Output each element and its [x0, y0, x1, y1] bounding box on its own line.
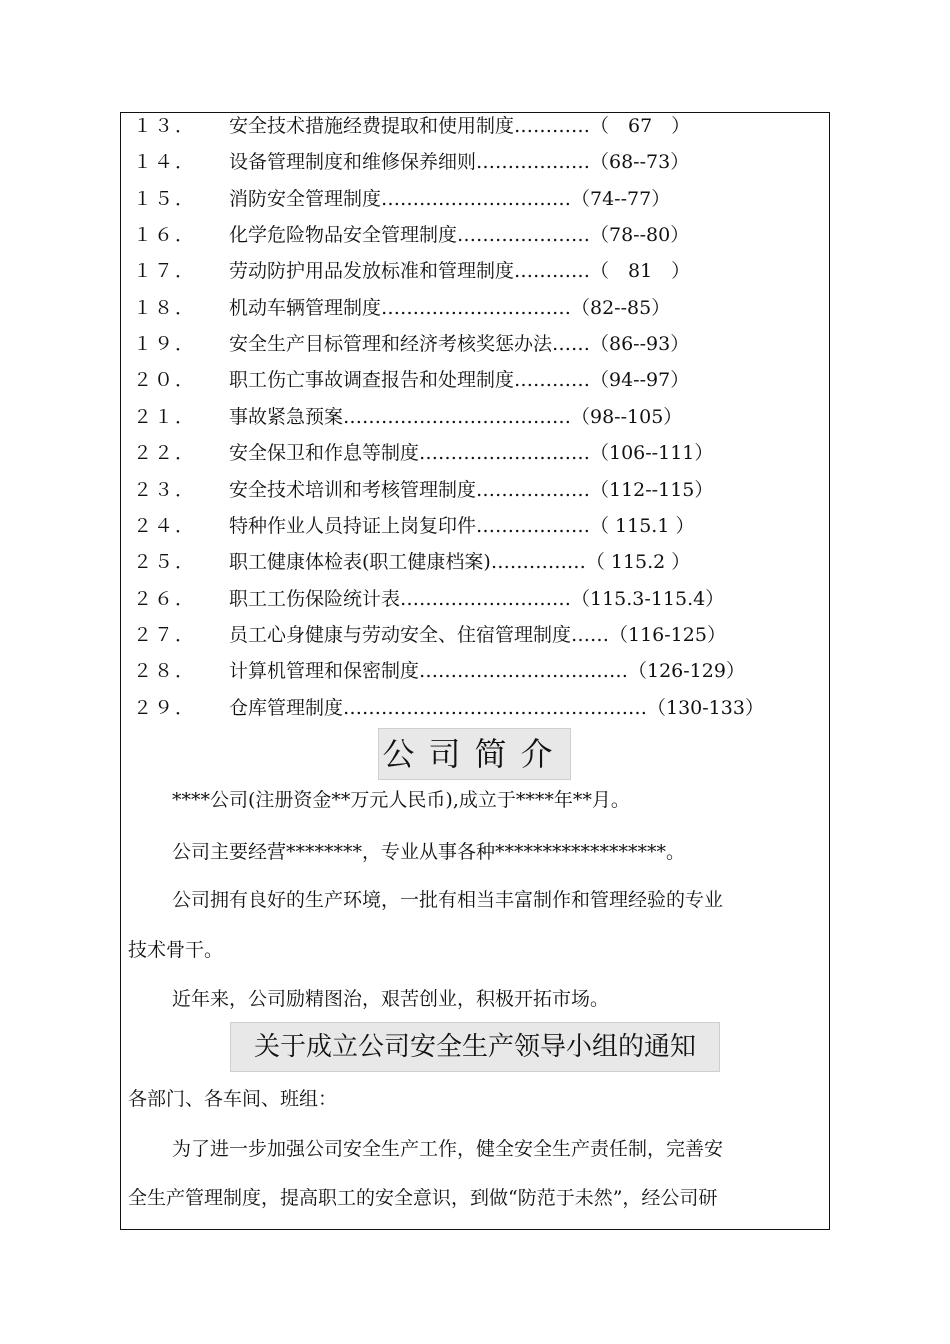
toc-entry-number: ２９．: [133, 697, 197, 719]
toc-entry-title: 仓库管理制度…………………………………………（130-133）: [229, 697, 764, 719]
toc-entry-title: 安全技术措施经费提取和使用制度…………（ 67 ）: [229, 115, 691, 137]
toc-entry-title: 安全生产目标管理和经济考核奖惩办法……（86--93）: [229, 333, 690, 355]
toc-entry-number: １６．: [133, 224, 197, 246]
notice-salutation: 各部门、各车间、班组：: [128, 1088, 338, 1110]
toc-entry-title: 职工健康体检表(职工健康档案)……………（ 115.2 ）: [229, 551, 691, 573]
toc-entry-title: 劳动防护用品发放标准和管理制度…………（ 81 ）: [229, 260, 691, 282]
toc-entry-title: 事故紧急预案………………………………（98--105）: [229, 406, 683, 428]
notice-paragraph-line-2: 全生产管理制度，提高职工的安全意识，到做“防范于未然”，经公司研: [128, 1187, 718, 1209]
toc-entry-number: １４．: [133, 151, 197, 173]
company-intro-paragraph-2: 公司主要经营********，专业从事各种******************。: [172, 841, 686, 863]
toc-entry-title: 安全技术培训和考核管理制度………………（112--115）: [229, 479, 714, 501]
toc-entry-number: ２８．: [133, 660, 197, 682]
toc-entry-number: ２２．: [133, 442, 197, 464]
toc-entry-number: ２６．: [133, 588, 197, 610]
company-intro-paragraph-4: 近年来，公司励精图治，艰苦创业，积极开拓市场。: [172, 988, 610, 1010]
toc-entry-title: 员工心身健康与劳动安全、住宿管理制度……（116-125）: [229, 624, 726, 646]
toc-entry-number: １５．: [133, 188, 197, 210]
toc-entry-title: 特种作业人员持证上岗复印件………………（ 115.1 ）: [229, 515, 695, 537]
toc-entry-title: 化学危险物品安全管理制度…………………（78--80）: [229, 224, 690, 246]
toc-entry-title: 机动车辆管理制度…………………………（82--85）: [229, 297, 671, 319]
company-intro-paragraph-3-line-1: 公司拥有良好的生产环境，一批有相当丰富制作和管理经验的专业: [172, 889, 724, 911]
toc-entry-number: １９．: [133, 333, 197, 355]
toc-entry-title: 职工工伤保险统计表………………………（115.3-115.4）: [229, 588, 725, 610]
toc-entry-title: 设备管理制度和维修保养细则………………（68--73）: [229, 151, 690, 173]
toc-entry-number: １７．: [133, 260, 197, 282]
company-intro-heading: 公司简介: [378, 728, 571, 780]
toc-entry-number: １３．: [133, 115, 197, 137]
toc-entry-number: ２３．: [133, 479, 197, 501]
toc-entry-title: 计算机管理和保密制度……………………………（126-129）: [229, 660, 745, 682]
company-intro-paragraph-3-line-2: 技术骨干。: [128, 939, 224, 961]
toc-entry-title: 消防安全管理制度…………………………（74--77）: [229, 188, 671, 210]
toc-entry-number: ２０．: [133, 369, 197, 391]
toc-entry-number: ２４．: [133, 515, 197, 537]
toc-entry-number: ２１．: [133, 406, 197, 428]
toc-entry-title: 职工伤亡事故调查报告和处理制度…………（94--97）: [229, 369, 690, 391]
notice-heading: 关于成立公司安全生产领导小组的通知: [230, 1022, 720, 1072]
toc-entry-title: 安全保卫和作息等制度………………………（106--111）: [229, 442, 714, 464]
toc-entry-number: ２５．: [133, 551, 197, 573]
notice-paragraph-line-1: 为了进一步加强公司安全生产工作，健全安全生产责任制，完善安: [172, 1138, 724, 1160]
company-intro-paragraph-1: ****公司(注册资金**万元人民币),成立于****年**月。: [172, 789, 630, 811]
toc-entry-number: ２７．: [133, 624, 197, 646]
toc-entry-number: １８．: [133, 297, 197, 319]
